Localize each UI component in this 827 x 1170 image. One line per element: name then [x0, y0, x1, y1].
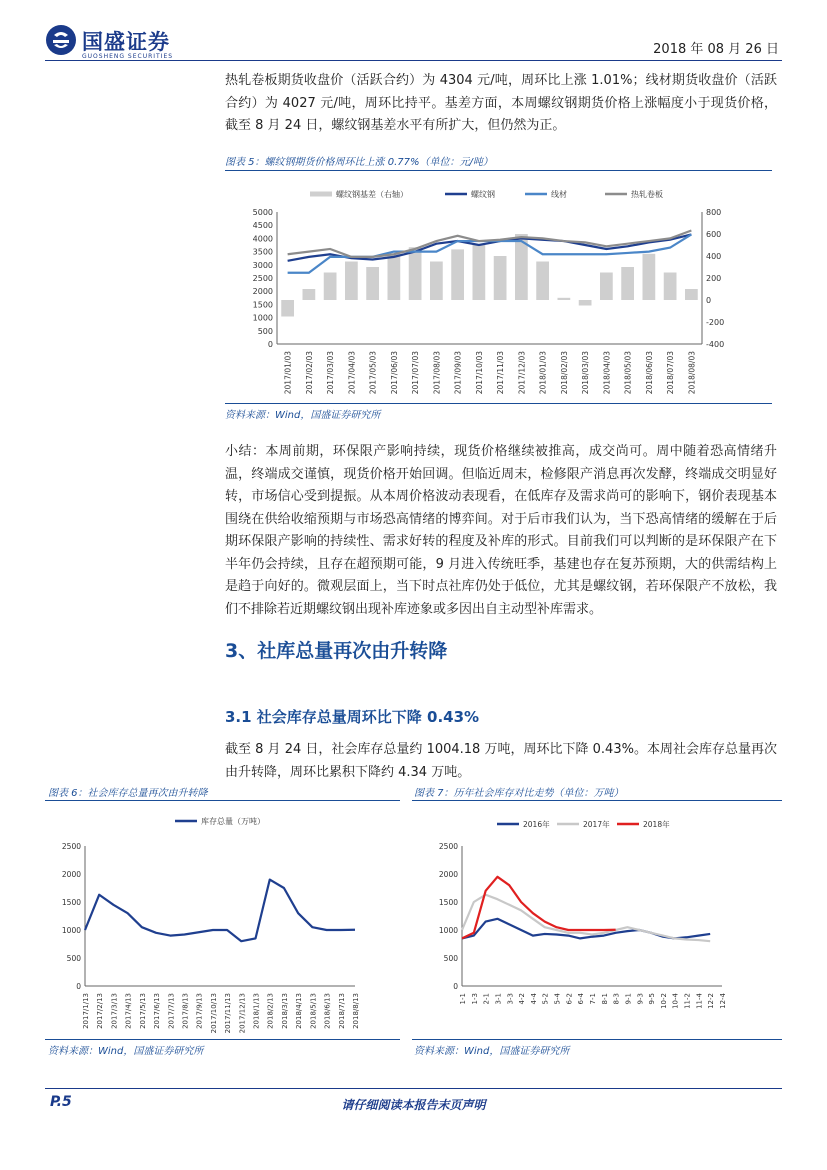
left-tick-label: 4500 — [252, 221, 273, 231]
x-tick-label: 2-1 — [482, 993, 491, 1005]
basis-bar — [409, 247, 422, 300]
section31-paragraph: 截至 8 月 24 日，社会库存总量约 1004.18 万吨，周环比下降 0.43%。本周社会库存总量再次由升转降，周环比累积下降约 4.34 万吨。 — [225, 742, 777, 780]
series-line-2018年 — [462, 877, 616, 939]
section31-title: 3.1 社会库存总量周环比下降 0.43% — [225, 708, 480, 726]
basis-bar — [430, 262, 443, 301]
right-tick-label: 800 — [706, 208, 722, 217]
figure7-top-rule — [412, 800, 782, 801]
y-tick-label: 1500 — [61, 898, 81, 907]
x-tick-label: 2017/6/13 — [153, 993, 162, 1029]
x-tick-label: 8-1 — [600, 993, 609, 1005]
summary-paragraph: 小结：本周前期，环保限产影响持续，现货价格继续被推高，成交尚可。周中随着恐高情绪升温，终端成交谨慎，现货价格开始回调。但临近周末，检修限产消息再次发酵，终端成交明显好转，市场信心受到提振。从本周价格波动表现看，在低库存及需求尚可的影响下，钢价表现基本围绕在供给收缩预期与市场恐高情绪的博弈间。对于后市我们认为，当下恐高情绪的缓解在于后期环保限产影响的持续性、需求好转的程度及补库的形式。目前我们可以判断的是环保限产在下半年仍会持续，且存在超预期可能，9 月进入传统旺季，基建也存在复苏预期，大的供需结构上是趋于向好的。微观层面上，当下时点社库仍处于低位，尤其是螺纹钢，若环保限产不放松，我们不排除若近期螺纹钢出现补库迹象或多因出自主动型补库需求。 — [225, 444, 777, 617]
logo-subtext: GUOSHENG SECURITIES — [82, 53, 174, 60]
figure7-caption: 图表 7：历年社会库存对比走势（单位：万吨） — [414, 788, 624, 799]
x-tick-label: 10-2 — [659, 993, 668, 1009]
basis-bar — [643, 254, 656, 300]
y-tick-label: 1000 — [438, 926, 458, 935]
figure5-caption: 图表 5：螺纹钢期货价格周环比上涨 0.77%（单位：元/吨） — [225, 157, 493, 168]
basis-bar — [536, 262, 549, 301]
x-tick-label: 2017/3/13 — [110, 993, 119, 1029]
x-tick-label: 3-3 — [506, 993, 515, 1005]
figure7-chart — [412, 808, 782, 1038]
right-tick-label: -200 — [706, 318, 725, 327]
x-tick-label: 2017/5/13 — [138, 993, 147, 1029]
x-tick-label: 2017/08/03 — [432, 351, 442, 395]
x-tick-label: 2017/10/03 — [474, 351, 484, 395]
figure7-source: 资料来源：Wind，国盛证券研究所 — [414, 1046, 570, 1057]
x-tick-label: 1-1 — [459, 993, 467, 1005]
basis-bar — [579, 300, 592, 306]
x-tick-label: 2017/06/03 — [389, 351, 399, 395]
left-tick-label: 3500 — [252, 247, 273, 257]
x-tick-label: 1-3 — [470, 993, 479, 1005]
x-tick-label: 5-2 — [541, 993, 550, 1005]
series-line-2016年 — [462, 919, 710, 939]
figure6-caption: 图表 6：社会库存总量再次由升转降 — [48, 788, 208, 799]
report-date: 2018 年 08 月 26 日 — [653, 42, 779, 57]
x-tick-label: 2018/5/13 — [309, 993, 318, 1029]
logo-emblem-icon — [45, 24, 77, 56]
y-tick-label: 1500 — [438, 898, 458, 907]
legend-label: 螺纹钢 — [471, 190, 495, 199]
y-tick-label: 2000 — [61, 870, 81, 879]
y-tick-label: 2000 — [438, 870, 458, 879]
x-tick-label: 6-2 — [565, 993, 574, 1005]
left-tick-label: 5000 — [252, 208, 273, 217]
left-tick-label: 3000 — [252, 260, 273, 270]
x-tick-label: 2018/05/03 — [623, 351, 633, 395]
x-tick-label: 2017/12/03 — [517, 351, 527, 395]
x-tick-label: 8-3 — [612, 993, 621, 1005]
y-tick-label: 500 — [443, 954, 458, 963]
right-tick-label: 200 — [706, 274, 722, 283]
x-tick-label: 3-1 — [494, 993, 503, 1005]
x-tick-label: 2017/12/13 — [238, 993, 247, 1034]
x-tick-label: 2017/10/13 — [209, 993, 218, 1034]
header-divider — [45, 60, 782, 61]
x-tick-label: 2018/3/13 — [280, 993, 289, 1029]
figure5-top-rule — [225, 170, 772, 171]
x-tick-label: 2018/4/13 — [295, 993, 304, 1029]
y-tick-label: 500 — [66, 954, 81, 963]
left-tick-label: 0 — [267, 340, 273, 349]
section3-title: 3、社库总量再次由升转降 — [225, 640, 448, 662]
basis-bar — [621, 267, 634, 300]
footer-divider — [45, 1088, 782, 1089]
x-tick-label: 5-4 — [553, 993, 562, 1005]
x-tick-label: 2018/08/03 — [687, 351, 697, 395]
x-tick-label: 2017/8/13 — [181, 993, 190, 1029]
left-tick-label: 2500 — [252, 274, 273, 283]
basis-bar — [600, 273, 613, 301]
legend-label: 2018年 — [643, 820, 670, 829]
x-tick-label: 2018/1/13 — [252, 993, 261, 1029]
basis-bar — [685, 289, 698, 300]
x-tick-label: 2017/7/13 — [167, 993, 176, 1029]
x-tick-label: 2017/4/13 — [124, 993, 133, 1029]
page-number: P.5 — [50, 1094, 72, 1110]
x-tick-label: 2017/9/13 — [195, 993, 204, 1029]
x-tick-label: 7-1 — [589, 993, 597, 1005]
basis-bar — [451, 249, 464, 300]
x-tick-label: 2018/8/13 — [352, 993, 360, 1029]
x-tick-label: 9-5 — [648, 993, 657, 1005]
figure5-source: 资料来源：Wind，国盛证券研究所 — [225, 410, 381, 421]
basis-bar — [324, 273, 337, 301]
x-tick-label: 2018/6/13 — [323, 993, 332, 1029]
basis-bar — [664, 273, 677, 301]
basis-bar — [281, 300, 294, 317]
x-tick-label: 2017/11/03 — [496, 351, 506, 395]
footer-disclaimer: 请仔细阅读本报告末页声明 — [341, 1098, 486, 1112]
left-tick-label: 4000 — [252, 234, 273, 244]
legend-label: 线材 — [551, 190, 567, 199]
legend-label: 热轧卷板 — [631, 190, 663, 199]
figure6-chart — [45, 808, 400, 1038]
figure6-source: 资料来源：Wind，国盛证券研究所 — [48, 1046, 204, 1057]
right-tick-label: 0 — [706, 296, 712, 305]
x-tick-label: 2017/02/03 — [304, 351, 314, 395]
x-tick-label: 4-4 — [529, 993, 538, 1005]
intro-paragraph: 热轧卷板期货收盘价（活跃合约）为 4304 元/吨，周环比上涨 1.01%；线材期货收盘价（活跃合约）为 4027 元/吨，周环比持平。基差方面，本周螺纹钢期货价格上涨幅度小于现货价格，截至 8 月 24 日，螺纹钢基差水平有所扩大，但仍然为正。 — [225, 73, 777, 133]
x-tick-label: 2017/01/03 — [283, 351, 293, 395]
basis-bar — [558, 298, 571, 300]
left-tick-label: 500 — [257, 326, 273, 336]
left-tick-label: 1500 — [252, 300, 273, 310]
x-tick-label: 11-2 — [683, 993, 692, 1009]
basis-bar — [366, 267, 379, 300]
basis-bar — [494, 256, 507, 300]
legend-label: 库存总量（万吨） — [201, 817, 265, 826]
x-tick-label: 11-4 — [695, 993, 704, 1009]
left-tick-label: 2000 — [252, 287, 273, 297]
series-line-2017年 — [462, 895, 710, 941]
figure6-bottom-rule — [45, 1039, 400, 1040]
x-tick-label: 2018/01/03 — [538, 351, 548, 395]
x-tick-label: 2017/1/13 — [82, 993, 90, 1029]
company-logo — [45, 20, 205, 64]
right-tick-label: 400 — [706, 252, 722, 261]
x-tick-label: 12-4 — [719, 993, 727, 1009]
y-tick-label: 1000 — [61, 926, 81, 935]
right-tick-label: 600 — [706, 230, 722, 239]
y-tick-label: 0 — [76, 982, 81, 991]
figure7-bottom-rule — [412, 1039, 782, 1040]
inventory-line — [85, 880, 355, 942]
x-tick-label: 9-1 — [624, 993, 633, 1005]
legend-label: 2017年 — [583, 820, 610, 829]
x-tick-label: 2018/7/13 — [337, 993, 346, 1029]
basis-bar — [473, 245, 486, 300]
y-tick-label: 2500 — [61, 842, 81, 851]
x-tick-label: 9-3 — [636, 993, 645, 1005]
x-tick-label: 4-2 — [518, 993, 527, 1005]
x-tick-label: 2018/02/03 — [559, 351, 569, 395]
legend-label: 螺纹钢基差（右轴） — [336, 190, 408, 199]
legend-label: 2016年 — [523, 820, 550, 829]
basis-bar — [303, 289, 316, 300]
x-tick-label: 2017/2/13 — [96, 993, 105, 1029]
x-tick-label: 2018/2/13 — [266, 993, 275, 1029]
x-tick-label: 2017/03/03 — [326, 351, 336, 395]
x-tick-label: 2018/04/03 — [602, 351, 612, 395]
basis-bar — [345, 262, 358, 301]
x-tick-label: 12-2 — [707, 993, 716, 1009]
x-tick-label: 2017/09/03 — [453, 351, 463, 395]
figure5-bottom-rule — [225, 403, 772, 404]
basis-bar — [388, 254, 401, 300]
x-tick-label: 2018/03/03 — [581, 351, 591, 395]
x-tick-label: 6-4 — [577, 993, 586, 1005]
x-tick-label: 2018/06/03 — [644, 351, 654, 395]
figure6-top-rule — [45, 800, 400, 801]
right-tick-label: -400 — [706, 340, 725, 349]
x-tick-label: 2017/04/03 — [347, 351, 357, 395]
logo-text: 国盛证券 — [82, 30, 170, 54]
x-tick-label: 2018/07/03 — [666, 351, 676, 395]
x-tick-label: 2017/07/03 — [411, 351, 421, 395]
y-tick-label: 0 — [453, 982, 458, 991]
figure5-chart — [225, 174, 772, 402]
y-tick-label: 2500 — [438, 842, 458, 851]
x-tick-label: 2017/05/03 — [368, 351, 378, 395]
x-tick-label: 10-4 — [671, 993, 680, 1009]
x-tick-label: 2017/11/13 — [224, 993, 233, 1034]
left-tick-label: 1000 — [252, 313, 273, 323]
